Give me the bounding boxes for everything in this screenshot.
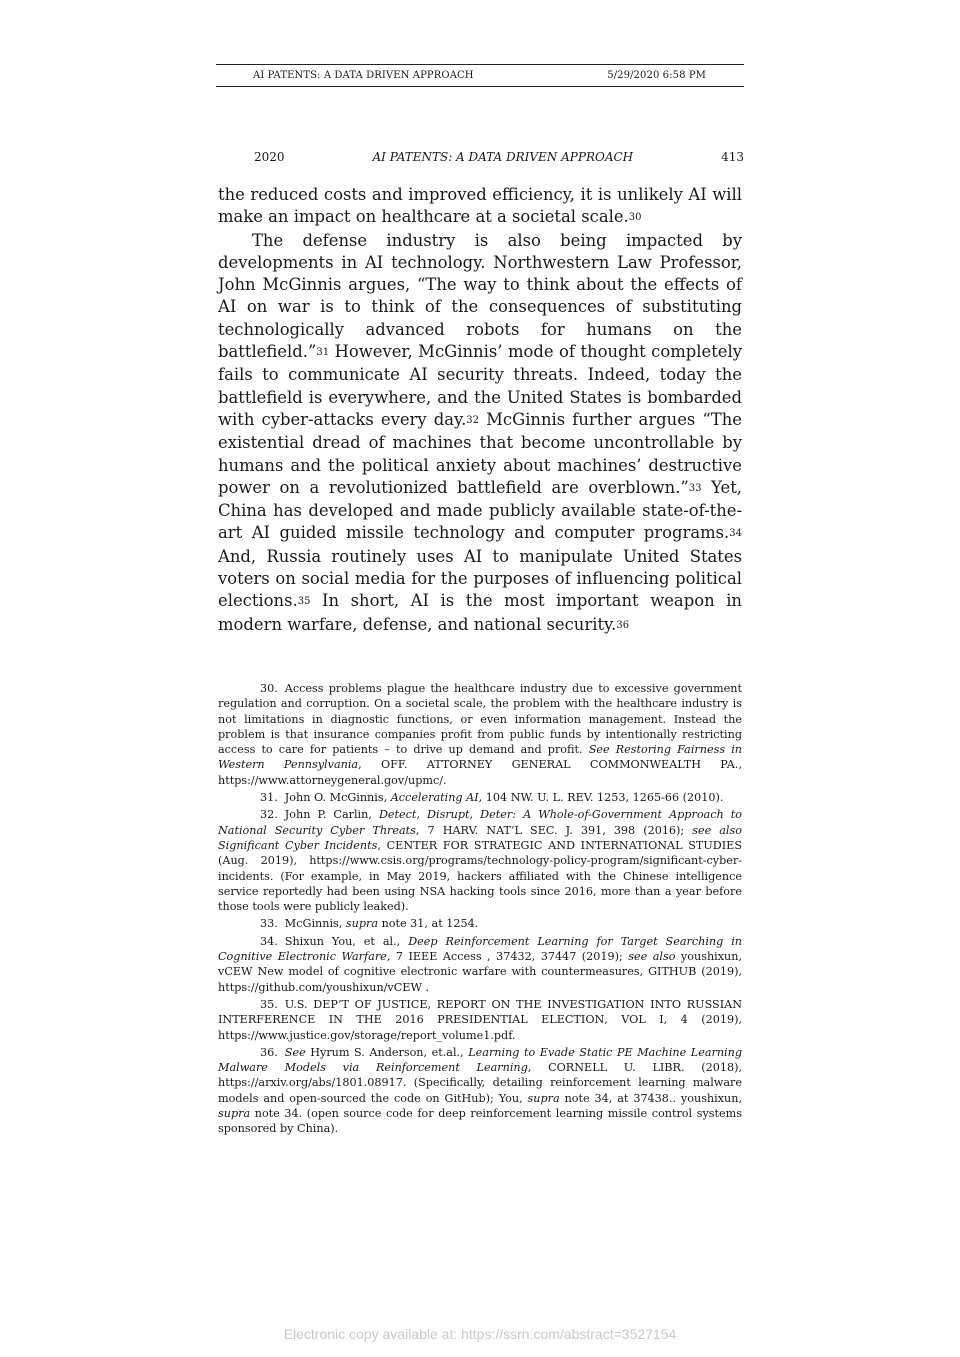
footnote-ref-31[interactable]: 31 [316,347,330,359]
footnote-source: CENTER FOR STRATEGIC AND INTERNATIONAL STUDIES [386,838,742,852]
footnote-ref-30[interactable]: 30 [628,212,642,224]
footnote-33 [218,916,742,931]
footnote-ref-32[interactable]: 32 [466,414,480,426]
footnote-text: 391, 398 (2016); [572,823,693,837]
footnote-text: note 34. (open source code for deep reinforcement learning missile control systems sponsored by China). [218,1107,742,1136]
footnote-30 [218,681,742,788]
header-title: AI PATENTS: A DATA DRIVEN APPROACH [253,70,474,81]
page-header [216,64,744,87]
footnote-text: McGinnis, [284,917,346,931]
footnote-32 [218,807,742,914]
main-body-text [218,184,742,637]
footnote-number: 33. [260,917,278,931]
footnote-text: , 104 [478,791,511,805]
paragraph-2-text-b: However, McGinnis’ mode of thought completely fails to communicate AI security threats. Indeed, today the battlefield is everywhere, and the United States is bombarded with cyber-attacks every day. [218,342,742,429]
paragraph-1-text: the reduced costs and improved efficiency, it is unlikely AI will make an impact on healthcare at a societal scale. [218,185,742,227]
paragraph-2-text-e: And, Russia routinely uses AI to manipulate United States voters on social media for the purposes of influencing political elections. [218,546,742,611]
footnote-text: , VOL I, 4 (2019), https://www.justice.gov/storage/report_volume1.pdf. [218,1013,742,1042]
header-timestamp: 5/29/2020 6:58 PM [607,70,706,81]
footnote-signal: supra [527,1091,560,1105]
footnote-text: Hyrum S. Anderson, et.al., [305,1045,469,1059]
footnote-source: GITHUB [648,965,697,979]
running-head-title: AI PATENTS: A DATA DRIVEN APPROACH [372,150,634,164]
paragraph-2-text-d: Yet, China has developed and made publicly available state-of-the-art AI guided missile technology and computer programs. [218,477,742,543]
footnote-number: 34. [260,934,278,948]
paragraph-2-text-f: In short, AI is the most important weapon in modern warfare, defense, and national security. [218,591,742,634]
footnote-signal: supra [218,1107,251,1121]
footnote-number: 31. [260,791,278,805]
footnote-source: CORNELL U. LIBR. [548,1061,685,1075]
body-paragraph-2 [218,230,742,637]
footnote-cited-title: See Restoring Fairness in Western Pennsylvania [218,743,742,772]
footnote-text: , 7 IEEE Access , 37432, 37447 (2019); [386,950,629,964]
header-top-rule [216,64,744,65]
footnote-text: (Aug. 2019), https://www.csis.org/programs/technology-policy-program/significant-cyber-incidents. (For example, in May 2019, hackers affiliated with the Chinese intelligence service reportedly had been using NSA hacking tools since 2016, more than a year before those tools were publicly leaked). [218,854,742,914]
footnote-signal: see also [628,950,676,964]
running-head [254,150,744,164]
running-head-year: 2020 [254,150,285,164]
footnote-journal: HARV. NAT’L SEC. J. [442,823,573,837]
footnote-text: youshixun, vCEW New model of cognitive electronic warfare with countermeasures, [218,950,742,979]
footnote-34 [218,934,742,995]
footnote-ref-34[interactable]: 34 [729,528,742,540]
footnote-cited-title: Deep Reinforcement Learning for Target Searching in Cognitive Electronic Warfare [218,934,742,964]
footnote-ref-35[interactable]: 35 [297,596,311,608]
footnote-number: 35. [260,997,278,1011]
footnote-text: John P. Carlin, [284,808,379,822]
header-bottom-rule [216,86,744,87]
footnote-cited-title: see also Significant Cyber Incidents [218,823,742,852]
footnote-cited-title: Accelerating AI [390,791,479,805]
footnote-text: , [358,758,381,772]
paragraph-2-text-c: McGinnis further argues “The existential dread of machines that become uncontrollable by humans and the political anxiety about machines’ destructive power on a revolutionized battlefield are overblown.” [218,409,742,497]
paragraph-2-text-a: The defense industry is also being impacted by developments in AI technology. Northwestern Law Professor, John McGinnis argues, “The way to think about the effects of AI on war is to think of the consequences of substituting technologically advanced robots for humans on the battlefield.” [218,230,742,362]
footnote-text: Shixun You, et al., [284,934,409,948]
footnote-journal: NW. U. L. REV. [510,791,594,805]
ssrn-footer-watermark: Electronic copy available at: https://ssrn.com/abstract=3527154 [283,1326,677,1342]
footnote-cited-title: Detect, Disrupt, Deter: A Whole-of-Government Approach to National Security Cyber Threats [218,808,742,837]
footnote-number: 32. [260,808,278,822]
footnote-text: Access problems plague the healthcare industry due to excessive government regulation and corruption. On a societal scale, the problem with the healthcare industry is not limitations in diagnostic functions, or even information management. Instead the problem is that insurance companies profit from public funds by intentionally restricting access to care for patients – to drive up demand and profit. [218,682,742,757]
footnote-signal: See [284,1045,306,1059]
footnote-text: (2019), https://github.com/youshixun/vCEW . [218,965,742,994]
footnote-source: U.S. DEP’T OF JUSTICE, REPORT ON THE INVESTIGATION INTO RUSSIAN INTERFERENCE IN THE 2016 PRESIDENTIAL ELECTION [218,997,742,1027]
footnote-cited-title: Learning to Evade Static PE Machine Learning Malware Models via Reinforcement Learning [218,1045,742,1075]
footnote-ref-36[interactable]: 36 [616,619,630,631]
running-head-page-number: 413 [721,150,744,164]
footnote-31 [218,790,742,805]
footnotes [218,681,742,1139]
footnote-35 [218,997,742,1043]
footnote-text: note 31, at 1254. [378,917,479,931]
footnote-text: , [377,838,387,852]
footnote-number: 30. [260,682,278,695]
footnote-signal: supra [345,917,379,931]
body-paragraph-1 [218,184,742,230]
footnote-text: John O. McGinnis, [284,791,391,805]
footnote-text: , [527,1061,549,1075]
footnote-ref-33[interactable]: 33 [688,482,702,494]
footnote-url[interactable]: , https://www.attorneygeneral.gov/upmc/. [218,758,743,787]
footnote-text: note 34, at 37438.. youshixun, [559,1091,742,1105]
footnote-text: , 7 [415,823,443,837]
footnote-36 [218,1045,742,1137]
footnote-text: 1253, 1265-66 (2010). [593,791,724,805]
footnote-source: OFF. ATTORNEY GENERAL COMMONWEALTH PA. [380,758,739,772]
footnote-text: (2018), https://arxiv.org/abs/1801.08917. (Specifically, detailing reinforcement learning malware models and open-sourced the code on GitHub); You, [218,1061,742,1105]
footnote-number: 36. [260,1045,278,1059]
